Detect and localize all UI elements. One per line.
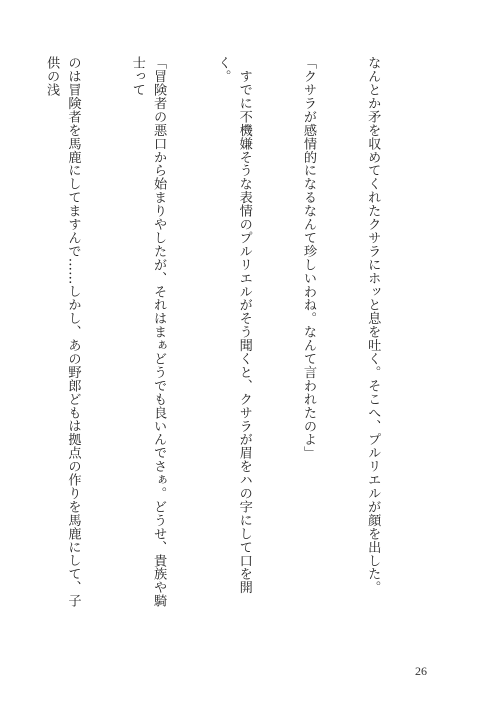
text-line: 「クサラが感情的になるなんて珍しいわね。なんて言われたのよ」 <box>300 56 316 460</box>
page-number: 26 <box>415 664 427 678</box>
text-line: すでに不機嫌そうな表情のプルリエルがそう聞くと、クサラが眉をハの字にして口を開く。 <box>215 56 252 594</box>
text-line: のは冒険者を馬鹿にしてますんで……しかし、あの野郎どもは拠点の作りを馬鹿にして、子供の浅 <box>44 56 81 608</box>
text-line: 「冒険者の悪口から始まりやしたが、それはまぁどうでも良いんでさぁ。どうせ、貴族や騎士って <box>129 56 167 608</box>
vertical-text-body <box>0 56 426 616</box>
text-line: なんとか矛を収めてくれたクサラにホッと息を吐く。そこへ、プルリエルが顔を出した。 <box>365 56 381 594</box>
